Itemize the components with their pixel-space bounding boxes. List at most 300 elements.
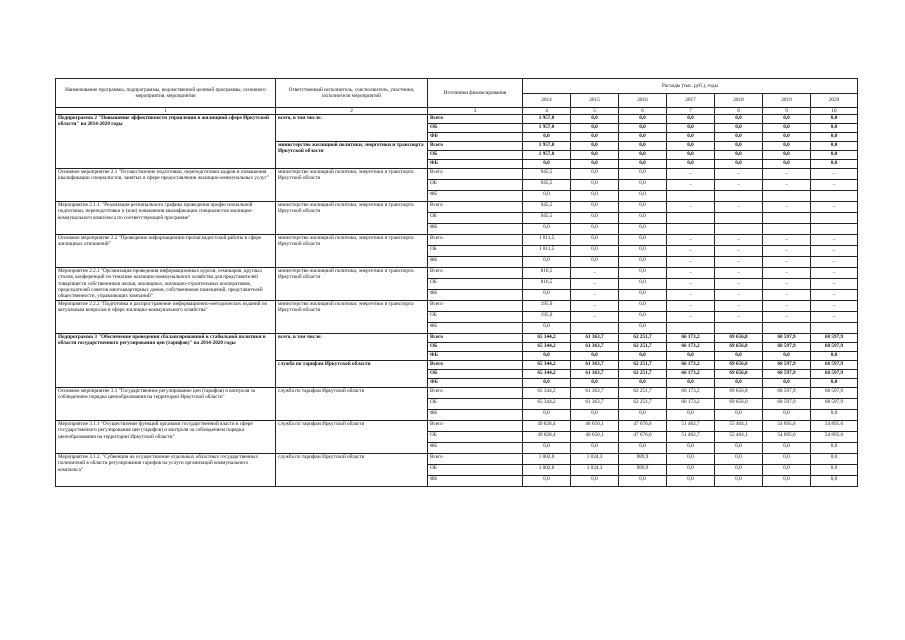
value-cell-2016: 0,0 (619, 301, 667, 312)
program-name-cell: Мероприятие 3.1.1 "Осуществление функций органами государственной власти в сфере государственного регулирования цен (тарифов) и контроля за соблюдением порядка ценообразования на территории Иркутской области" (56, 421, 276, 454)
value-cell-2017: _ (667, 312, 715, 323)
value-cell-2020: _ (811, 312, 858, 323)
value-cell-2015: 0,0 (571, 169, 619, 180)
value-cell-2020 (811, 191, 858, 202)
value-cell-2020: _ (811, 202, 858, 213)
value-cell-2016: 0,0 (619, 476, 667, 487)
executor-cell: служба по тарифам Иркутской области (276, 361, 428, 388)
value-cell-2020: _ (811, 290, 858, 301)
value-cell-2020: 0,0 (811, 151, 858, 160)
value-cell-2020 (811, 224, 858, 235)
header-costs-column: Расходы (тыс. руб.), годы (523, 79, 858, 94)
value-cell-2015: 61 363,7 (571, 388, 619, 399)
value-cell-2017: _ (667, 246, 715, 257)
value-cell-2017: 66 173,2 (667, 343, 715, 352)
table-row (56, 301, 858, 312)
funding-source-cell: ФБ (428, 410, 523, 421)
value-cell-2016: 0,0 (619, 279, 667, 290)
value-cell-2020: 0,0 (811, 142, 858, 151)
value-cell-2019: _ (763, 301, 811, 312)
value-cell-2014: 816,5 (523, 279, 571, 290)
column-index-cell: 6 (619, 108, 667, 115)
value-cell-2015: 1 034,3 (571, 465, 619, 476)
value-cell-2019 (763, 323, 811, 334)
table-row (56, 115, 858, 124)
value-cell-2019: _ (763, 235, 811, 246)
value-cell-2015 (571, 323, 619, 334)
value-cell-2020: 68 597,9 (811, 370, 858, 379)
header-year-2017: 2017 (667, 93, 715, 108)
funding-source-cell: ОБ (428, 151, 523, 160)
value-cell-2020: 0,0 (811, 465, 858, 476)
value-cell-2019: 68 597,9 (763, 343, 811, 352)
value-cell-2015: _ (571, 301, 619, 312)
value-cell-2019: 0,0 (763, 476, 811, 487)
value-cell-2018: 69 656,0 (715, 334, 763, 343)
value-cell-2017: 0,0 (667, 379, 715, 388)
value-cell-2020: 68 597,9 (811, 334, 858, 343)
funding-source-cell: ФБ (428, 352, 523, 361)
value-cell-2018: _ (715, 202, 763, 213)
table-row (56, 268, 858, 279)
funding-source-cell: Всего (428, 361, 523, 370)
value-cell-2014: 1 957,0 (523, 115, 571, 124)
value-cell-2014: 0,0 (523, 133, 571, 142)
value-cell-2019: _ (763, 180, 811, 191)
value-cell-2015: 0,0 (571, 352, 619, 361)
value-cell-2015: 0,0 (571, 160, 619, 169)
value-cell-2014: 945,5 (523, 202, 571, 213)
funding-source-cell: ФБ (428, 191, 523, 202)
value-cell-2018 (715, 323, 763, 334)
value-cell-2015: 61 363,7 (571, 334, 619, 343)
value-cell-2015: 61 363,7 (571, 370, 619, 379)
value-cell-2019: _ (763, 169, 811, 180)
value-cell-2016: 0,0 (619, 379, 667, 388)
value-cell-2017: 66 173,2 (667, 388, 715, 399)
program-name-cell: Основное мероприятие 2.2 "Проведение информационно-пропагандистской работы в сфере жилищных отношений" (56, 235, 276, 268)
value-cell-2016: 62 251,7 (619, 361, 667, 370)
value-cell-2019: 0,0 (763, 352, 811, 361)
value-cell-2018: 0,0 (715, 142, 763, 151)
value-cell-2016: 47 676,6 (619, 432, 667, 443)
value-cell-2014: 0,0 (523, 290, 571, 301)
value-cell-2015: 0,0 (571, 410, 619, 421)
value-cell-2018 (715, 213, 763, 224)
value-cell-2018: _ (715, 235, 763, 246)
value-cell-2019 (763, 191, 811, 202)
value-cell-2019: 0,0 (763, 454, 811, 465)
value-cell-2020: 54 895,6 (811, 432, 858, 443)
value-cell-2014: 0,0 (523, 323, 571, 334)
value-cell-2014: 0,0 (523, 379, 571, 388)
value-cell-2020: _ (811, 246, 858, 257)
program-name-cell: Подпрограмма 3 "Обеспечение проведения сбалансированной и стабильной политики в области государственного регулирования цен (тарифов)" на 2014-2020 годы (56, 334, 276, 388)
header-name-column: Наименование программы, подпрограммы, ведомственной целевой программы, основного мероприятия, мероприятия (56, 79, 276, 108)
value-cell-2017: _ (667, 180, 715, 191)
value-cell-2014: 816,5 (523, 268, 571, 279)
value-cell-2019: 0,0 (763, 142, 811, 151)
column-index-cell: 9 (763, 108, 811, 115)
value-cell-2018: 0,0 (715, 115, 763, 124)
value-cell-2017 (667, 213, 715, 224)
value-cell-2014: 65 344,2 (523, 361, 571, 370)
value-cell-2018: 69 656,0 (715, 343, 763, 352)
program-name-cell: Основное мероприятие 2.1 "Осуществление подготовки, переподготовки кадров и повышения квалификации специалистов, занятых в сфере предоставления жилищно-коммунальных услуг" (56, 169, 276, 202)
value-cell-2016: 0,0 (619, 213, 667, 224)
value-cell-2019: 68 597,9 (763, 361, 811, 370)
value-cell-2014: 945,5 (523, 180, 571, 191)
value-cell-2017: _ (667, 169, 715, 180)
funding-source-cell: Всего (428, 334, 523, 343)
value-cell-2015: 0,0 (571, 246, 619, 257)
value-cell-2016: 0,0 (619, 180, 667, 191)
value-cell-2017: _ (667, 202, 715, 213)
funding-source-cell: ОБ (428, 213, 523, 224)
value-cell-2019: _ (763, 202, 811, 213)
value-cell-2016: 0,0 (619, 443, 667, 454)
value-cell-2019: 0,0 (763, 443, 811, 454)
value-cell-2019: 0,0 (763, 465, 811, 476)
program-name-cell: Подпрограмма 2 "Повышение эффективности управления в жилищной сфере Иркутской области" на 2014-2020 годы (56, 115, 276, 169)
value-cell-2019: 68 597,9 (763, 399, 811, 410)
value-cell-2018: _ (715, 268, 763, 279)
value-cell-2018: _ (715, 246, 763, 257)
value-cell-2014: 65 344,2 (523, 343, 571, 352)
value-cell-2014: 1 002,0 (523, 465, 571, 476)
value-cell-2020: _ (811, 279, 858, 290)
value-cell-2014: 0,0 (523, 191, 571, 202)
value-cell-2015: _ (571, 290, 619, 301)
funding-source-cell: Всего (428, 169, 523, 180)
funding-source-cell: Всего (428, 421, 523, 432)
value-cell-2015: 0,0 (571, 476, 619, 487)
column-index-cell: 8 (715, 108, 763, 115)
value-cell-2015: 0,0 (571, 257, 619, 268)
funding-source-cell: Всего (428, 142, 523, 151)
value-cell-2020 (811, 213, 858, 224)
executor-cell: служба по тарифам Иркутской области (276, 421, 428, 454)
value-cell-2019: _ (763, 290, 811, 301)
value-cell-2016: 0,0 (619, 133, 667, 142)
value-cell-2017: 0,0 (667, 115, 715, 124)
value-cell-2014: 195,0 (523, 312, 571, 323)
column-index-cell: 2 (276, 108, 428, 115)
value-cell-2016: 0,0 (619, 312, 667, 323)
column-index-cell: 7 (667, 108, 715, 115)
funding-source-cell: Всего (428, 115, 523, 124)
value-cell-2017: 66 173,2 (667, 334, 715, 343)
value-cell-2019: 0,0 (763, 115, 811, 124)
value-cell-2017: 0,0 (667, 352, 715, 361)
value-cell-2019 (763, 213, 811, 224)
value-cell-2019: _ (763, 268, 811, 279)
value-cell-2015: _ (571, 312, 619, 323)
value-cell-2020: _ (811, 301, 858, 312)
column-index-cell: 3 (428, 108, 523, 115)
funding-source-cell: ОБ (428, 399, 523, 410)
value-cell-2016: 0,0 (619, 124, 667, 133)
value-cell-2014: 1 002,0 (523, 454, 571, 465)
value-cell-2020: 0,0 (811, 352, 858, 361)
value-cell-2015: 61 363,7 (571, 399, 619, 410)
funding-source-cell: ОБ (428, 312, 523, 323)
value-cell-2014: 49 828,4 (523, 421, 571, 432)
value-cell-2016: 0,0 (619, 202, 667, 213)
value-cell-2016: 0,0 (619, 246, 667, 257)
header-executor-column: Ответственный исполнитель, соисполнитель, участники, исполнители мероприятий (276, 79, 428, 108)
value-cell-2016: 0,0 (619, 169, 667, 180)
value-cell-2019 (763, 224, 811, 235)
funding-source-cell: ФБ (428, 379, 523, 388)
value-cell-2015: 0,0 (571, 235, 619, 246)
value-cell-2020: _ (811, 180, 858, 191)
value-cell-2014: 0,0 (523, 224, 571, 235)
value-cell-2015: 1 034,3 (571, 454, 619, 465)
value-cell-2018: _ (715, 290, 763, 301)
value-cell-2017: 0,0 (667, 160, 715, 169)
value-cell-2017: 0,0 (667, 465, 715, 476)
program-name-cell: Мероприятие 2.2.2 "Подготовка и распространение информационно-методических изданий по актуальным вопросам в сфере жилищно-коммунального хозяйства" (56, 301, 276, 334)
value-cell-2018: _ (715, 312, 763, 323)
value-cell-2018: 69 656,0 (715, 388, 763, 399)
value-cell-2018: 0,0 (715, 133, 763, 142)
value-cell-2018: 55 404,1 (715, 432, 763, 443)
value-cell-2019: 0,0 (763, 160, 811, 169)
value-cell-2017: 0,0 (667, 133, 715, 142)
value-cell-2017: 0,0 (667, 151, 715, 160)
executor-cell: министерство жилищной политики, энергетики и транспорта Иркутской области (276, 142, 428, 169)
value-cell-2019: _ (763, 279, 811, 290)
funding-source-cell: Всего (428, 235, 523, 246)
value-cell-2014: 0,0 (523, 476, 571, 487)
value-cell-2016: 0,0 (619, 257, 667, 268)
value-cell-2016: 62 251,7 (619, 399, 667, 410)
value-cell-2018: _ (715, 301, 763, 312)
value-cell-2016: 0,0 (619, 410, 667, 421)
value-cell-2017: _ (667, 235, 715, 246)
value-cell-2019: 0,0 (763, 410, 811, 421)
funding-source-cell: ОБ (428, 180, 523, 191)
value-cell-2018: _ (715, 257, 763, 268)
value-cell-2016: 62 251,7 (619, 388, 667, 399)
value-cell-2016: 0,0 (619, 115, 667, 124)
funding-source-cell: ОБ (428, 343, 523, 352)
program-name-cell: Основное мероприятие 3.1 "Государственное регулирование цен (тарифов) и контроля за соблюдением порядка ценообразования на территории Иркутской области" (56, 388, 276, 421)
value-cell-2015: _ (571, 268, 619, 279)
value-cell-2016: 0,0 (619, 352, 667, 361)
value-cell-2017 (667, 323, 715, 334)
column-index-cell: 1 (56, 108, 276, 115)
value-cell-2016: 62 251,7 (619, 343, 667, 352)
value-cell-2020: 68 597,9 (811, 343, 858, 352)
value-cell-2016: 0,0 (619, 235, 667, 246)
value-cell-2020: 68 597,9 (811, 388, 858, 399)
value-cell-2020: _ (811, 235, 858, 246)
value-cell-2019: 0,0 (763, 151, 811, 160)
value-cell-2015: 0,0 (571, 213, 619, 224)
value-cell-2018: _ (715, 180, 763, 191)
header-source-column: Источники финансирования (428, 79, 523, 108)
value-cell-2014: 65 344,2 (523, 388, 571, 399)
value-cell-2018 (715, 191, 763, 202)
value-cell-2018: 0,0 (715, 443, 763, 454)
value-cell-2015: 0,0 (571, 180, 619, 191)
value-cell-2014: 1 957,0 (523, 124, 571, 133)
value-cell-2016: 0,0 (619, 151, 667, 160)
value-cell-2020: 0,0 (811, 476, 858, 487)
table-row (56, 169, 858, 180)
value-cell-2014: 195,0 (523, 301, 571, 312)
value-cell-2020: 0,0 (811, 115, 858, 124)
value-cell-2015: 0,0 (571, 224, 619, 235)
funding-source-cell: ОБ (428, 246, 523, 257)
table-row (56, 202, 858, 213)
value-cell-2017 (667, 191, 715, 202)
value-cell-2017: 51 462,7 (667, 432, 715, 443)
value-cell-2017: _ (667, 301, 715, 312)
value-cell-2017: 51 462,7 (667, 421, 715, 432)
value-cell-2015: 46 650,1 (571, 432, 619, 443)
column-index-cell: 4 (523, 108, 571, 115)
executor-cell: министерство жилищной политики, энергетики и транспорта Иркутской области (276, 268, 428, 301)
value-cell-2017: 66 173,2 (667, 370, 715, 379)
value-cell-2015: 0,0 (571, 202, 619, 213)
executor-cell: всего, в том числе: (276, 334, 428, 361)
value-cell-2018: 69 656,0 (715, 399, 763, 410)
value-cell-2016: 0,0 (619, 142, 667, 151)
value-cell-2014: 0,0 (523, 352, 571, 361)
funding-source-cell: ФБ (428, 257, 523, 268)
table-row (56, 334, 858, 343)
funding-source-cell: ОБ (428, 124, 523, 133)
value-cell-2017: 0,0 (667, 476, 715, 487)
value-cell-2020: 0,0 (811, 379, 858, 388)
value-cell-2014: 1 011,5 (523, 246, 571, 257)
column-index-cell: 10 (811, 108, 858, 115)
value-cell-2014: 65 344,2 (523, 334, 571, 343)
header-year-2016: 2016 (619, 93, 667, 108)
value-cell-2017: _ (667, 279, 715, 290)
value-cell-2018: _ (715, 169, 763, 180)
value-cell-2016: 0,0 (619, 191, 667, 202)
value-cell-2018: 0,0 (715, 454, 763, 465)
value-cell-2017: 0,0 (667, 443, 715, 454)
value-cell-2018: 0,0 (715, 379, 763, 388)
funding-source-cell: ФБ (428, 443, 523, 454)
value-cell-2018: 69 656,0 (715, 370, 763, 379)
table-row (56, 421, 858, 432)
value-cell-2018 (715, 224, 763, 235)
column-index-cell: 5 (571, 108, 619, 115)
value-cell-2019: 0,0 (763, 379, 811, 388)
value-cell-2017: 0,0 (667, 124, 715, 133)
value-cell-2018: 0,0 (715, 465, 763, 476)
value-cell-2018: 0,0 (715, 124, 763, 133)
value-cell-2016: 0,0 (619, 224, 667, 235)
value-cell-2019: 68 597,9 (763, 370, 811, 379)
value-cell-2020: _ (811, 268, 858, 279)
value-cell-2016: 0,0 (619, 290, 667, 301)
value-cell-2014: 945,5 (523, 169, 571, 180)
value-cell-2016: 62 251,7 (619, 370, 667, 379)
value-cell-2018: 0,0 (715, 410, 763, 421)
value-cell-2019: 0,0 (763, 124, 811, 133)
value-cell-2020: 68 597,9 (811, 399, 858, 410)
value-cell-2015: 0,0 (571, 191, 619, 202)
table-body (56, 115, 858, 487)
value-cell-2020: 0,0 (811, 160, 858, 169)
value-cell-2020: 0,0 (811, 410, 858, 421)
value-cell-2018: 69 656,0 (715, 361, 763, 370)
funding-source-cell: ФБ (428, 476, 523, 487)
program-name-cell: Мероприятие 2.2.1 "Организация проведения информационных курсов, семинаров, круглых столов, конференций по тематике жилищно-коммунального хозяйства для представителей товариществ собственников жилья, жилищных, жилищно-строительных кооперативов, председателей советов многоквартирных домов, собственников помещений, представителей общественности, управляющих компаний" (56, 268, 276, 301)
value-cell-2020: 54 895,6 (811, 421, 858, 432)
value-cell-2016: 0,0 (619, 268, 667, 279)
value-cell-2017: 0,0 (667, 454, 715, 465)
funding-source-cell: Всего (428, 454, 523, 465)
table-row (56, 235, 858, 246)
program-name-cell: Мероприятие 2.1.1. "Реализация регионального графика проведения профессиональной подготовки, переподготовки и (или) повышения квалификации специалистов жилищно-коммунального комплекса по соответствующей программе" (56, 202, 276, 235)
value-cell-2019: _ (763, 246, 811, 257)
executor-cell: министерство жилищной политики, энергетики и транспорта Иркутской области (276, 235, 428, 268)
value-cell-2018: 0,0 (715, 151, 763, 160)
table-row (56, 454, 858, 465)
value-cell-2019: 54 895,6 (763, 421, 811, 432)
header-year-2019: 2019 (763, 93, 811, 108)
value-cell-2020: 68 597,9 (811, 361, 858, 370)
value-cell-2014: 1 957,0 (523, 151, 571, 160)
value-cell-2015: 0,0 (571, 133, 619, 142)
value-cell-2017: _ (667, 257, 715, 268)
executor-cell: служба по тарифам Иркутской области (276, 388, 428, 421)
value-cell-2020: 0,0 (811, 443, 858, 454)
value-cell-2014: 0,0 (523, 410, 571, 421)
header-year-2014: 2014 (523, 93, 571, 108)
value-cell-2016: 47 676,6 (619, 421, 667, 432)
executor-cell: служба по тарифам Иркутской области (276, 454, 428, 487)
value-cell-2014: 0,0 (523, 160, 571, 169)
value-cell-2015: 61 363,7 (571, 361, 619, 370)
value-cell-2015: 0,0 (571, 124, 619, 133)
value-cell-2015: _ (571, 279, 619, 290)
value-cell-2014: 65 344,2 (523, 399, 571, 410)
funding-source-cell: Всего (428, 202, 523, 213)
value-cell-2017 (667, 224, 715, 235)
funding-source-cell: ОБ (428, 432, 523, 443)
value-cell-2019: 68 597,9 (763, 388, 811, 399)
value-cell-2015: 0,0 (571, 379, 619, 388)
value-cell-2020 (811, 323, 858, 334)
value-cell-2017: _ (667, 290, 715, 301)
funding-source-cell: ФБ (428, 224, 523, 235)
value-cell-2014: 1 011,5 (523, 235, 571, 246)
value-cell-2015: 0,0 (571, 115, 619, 124)
value-cell-2020: _ (811, 169, 858, 180)
funding-source-cell: Всего (428, 301, 523, 312)
value-cell-2016: 989,9 (619, 465, 667, 476)
value-cell-2020: _ (811, 257, 858, 268)
value-cell-2018: 55 404,1 (715, 421, 763, 432)
funding-source-cell: ОБ (428, 370, 523, 379)
table-header (56, 79, 858, 115)
value-cell-2015: 46 650,1 (571, 421, 619, 432)
value-cell-2018: 0,0 (715, 476, 763, 487)
funding-source-cell: Всего (428, 388, 523, 399)
header-year-2018: 2018 (715, 93, 763, 108)
value-cell-2019: 0,0 (763, 133, 811, 142)
value-cell-2014: 49 828,4 (523, 432, 571, 443)
